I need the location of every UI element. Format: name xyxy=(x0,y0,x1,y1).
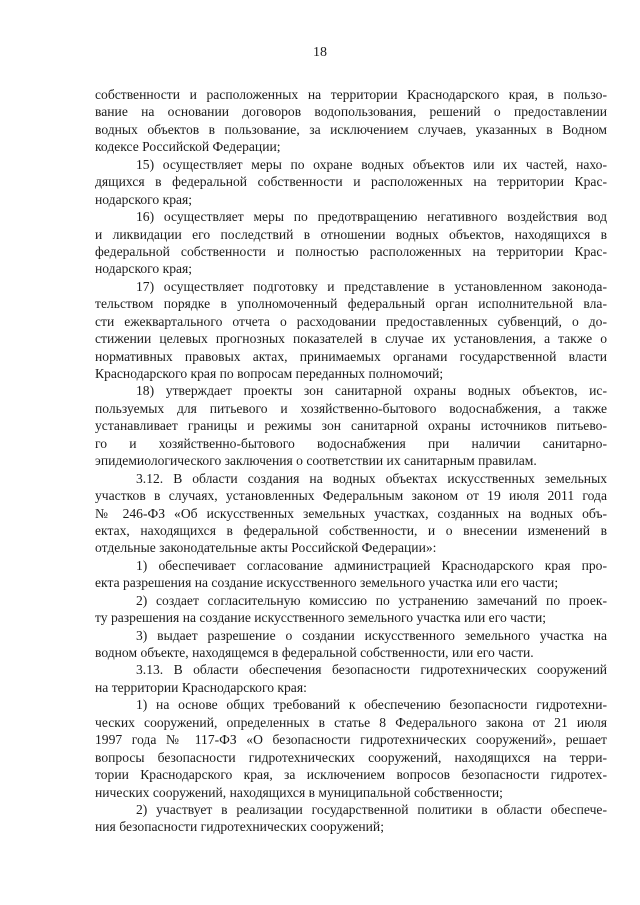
text-line: 3.13. В области обеспечения безопасности гидротехнических сооружений xyxy=(136,662,607,678)
text-line: 3) выдает разрешение о создании искусственного земельного участка на xyxy=(136,627,607,643)
text-line: 2) создает согласительную комиссию по устранению замечаний по проек- xyxy=(136,592,607,608)
text-line: федеральной собственности и полностью расположенных на территории Крас- xyxy=(95,243,607,259)
text-line: стижении целевых прогнозных показателей в случае их установления, а также о xyxy=(95,331,607,347)
text-line: водном объекте, находящемся в федеральной собственности, или его части. xyxy=(95,645,534,660)
text-line: на территории Краснодарского края: xyxy=(95,679,307,695)
text-line: дящихся в федеральной собственности и расположенных на территории Крас- xyxy=(95,174,607,190)
text-line: тории Краснодарского края, за исключением вопросов безопасности гидротех- xyxy=(95,767,607,783)
text-line: нормативных правовых актах, принимаемых органами государственной власти xyxy=(95,348,607,364)
text-line: нодарского края; xyxy=(95,261,193,277)
text-line: Краснодарского края по вопросам переданных полномочий; xyxy=(95,366,444,381)
text-line: нических сооружений, находящихся в муниципальной собственности; xyxy=(95,784,503,800)
text-line: ческих сооружений, определенных в статье 8 Федерального закона от 21 июля xyxy=(95,714,607,730)
text-line: ту разрешения на создание искусственного земельного участка или его части; xyxy=(95,610,547,626)
text-line: и ликвидации его последствий в отношении водных объектов, находящихся в xyxy=(95,226,607,242)
text-line: 3.12. В области создания на водных объектах искусственных земельных xyxy=(136,470,607,486)
text-line: 17) осуществляет подготовку и представление в установленном законода- xyxy=(136,278,607,294)
text-line: 1) на основе общих требований к обеспечению безопасности гидротехни- xyxy=(136,697,607,713)
text-line: нодарского края; xyxy=(95,191,193,207)
text-line: собственности и расположенных на территории Краснодарского края, в пользо- xyxy=(95,87,607,102)
text-line: водных объектов в пользование, за исключением случаев, указанных в Водном xyxy=(95,121,607,137)
text-line: сти ежеквартального отчета о расходовании предоставленных субвенций, о до- xyxy=(95,313,607,329)
document-body xyxy=(95,86,607,836)
text-line: ектах, находящихся в федеральной собственности, и о внесении изменений в xyxy=(95,522,607,538)
text-line: 15) осуществляет меры по охране водных объектов или их частей, нахо- xyxy=(136,156,607,172)
text-line: 16) осуществляет меры по предотвращению негативного воздействия вод xyxy=(136,209,607,225)
text-line: ния безопасности гидротехнических сооружений; xyxy=(95,819,384,835)
text-line: эпидемиологического заключения о соответствии их санитарным правилам. xyxy=(95,453,537,469)
text-line: го и хозяйственно-бытового водоснабжения при наличии санитарно- xyxy=(95,435,607,451)
text-line: 1) обеспечивает согласование администрацией Краснодарского края про- xyxy=(136,557,607,573)
text-line: 2) участвует в реализации государственной политики в области обеспече- xyxy=(136,801,607,817)
text-line: вание на основании договоров водопользования, решений о предоставлении xyxy=(95,104,607,120)
text-line: пользуемых для питьевого и хозяйственно-бытового водоснабжения, а также xyxy=(95,400,607,416)
text-line: 1997 года № 117-ФЗ «О безопасности гидротехнических сооружений», решает xyxy=(95,732,607,748)
text-line: участков в случаях, установленных Федеральным законом от 19 июля 2011 года xyxy=(95,488,607,504)
text-line: № 246-ФЗ «Об искусственных земельных участках, созданных на водных объ- xyxy=(95,505,607,521)
text-line: екта разрешения на создание искусственного земельного участка или его части; xyxy=(95,575,559,591)
text-line: вопросы безопасности гидротехнических сооружений, находящихся на терри- xyxy=(95,749,607,765)
text-line: тельством порядке в уполномоченный федеральный орган исполнительной вла- xyxy=(95,296,607,312)
page-number: 18 xyxy=(313,45,327,60)
text-line: устанавливает границы и режимы зон санитарной охраны источников питьево- xyxy=(95,418,607,434)
text-line: 18) утверждает проекты зон санитарной охраны водных объектов, ис- xyxy=(136,383,607,399)
text-line: кодексе Российской Федерации; xyxy=(95,139,281,155)
text-line: отдельные законодательные акты Российской Федерации»: xyxy=(95,540,437,556)
